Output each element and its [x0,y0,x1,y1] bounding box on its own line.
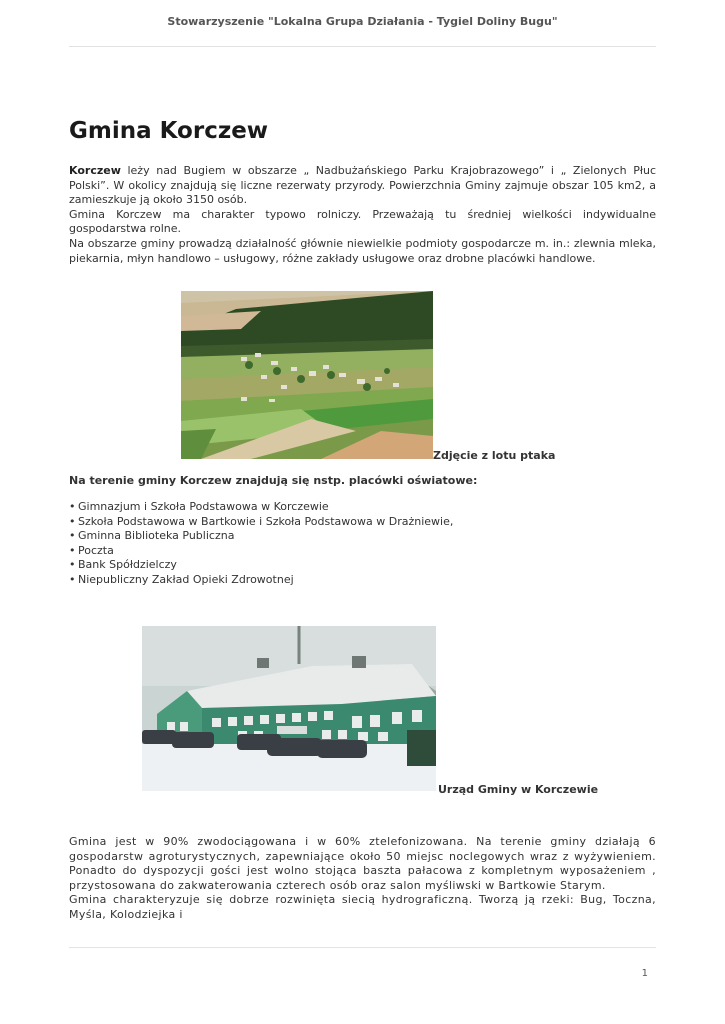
list-item: • Gimnazjum i Szkoła Podstawowa w Korczewie [69,500,453,515]
aerial-photo [181,291,433,459]
town-hall-photo [142,626,436,791]
town-hall-caption: Urząd Gminy w Korczewie [438,783,599,796]
list-item: • Gminna Biblioteka Publiczna [69,529,453,544]
intro-lead: Korczew [69,164,121,177]
page-title: Gmina Korczew [69,118,269,144]
list-item: • Niepubliczny Zakład Opieki Zdrowotnej [69,573,453,588]
closing-text-1: Gmina jest w 90% zwodociągowana i w 60% ztelefonizowana. Na terenie gminy działają 6 gospodarstw agroturystycznych, zapewniające około 50 miejsc noclegowych wraz z wyżywieniem. Ponadto do dyspozycji gości jest wolno stojąca baszta pałacowa z kompletnym wyposażeniem , przystosowana do zakwaterowania czterech osób oraz salon myśliwski w Bartkowie Starym. [69,835,656,892]
closing-text-2: Gmina charakteryzuje się dobrze rozwinięta siecią hydrograficzną. Tworzą ją rzeki: Bug, Toczna, Myśla, Kolodziejka i [69,893,656,921]
list-item: • Szkoła Podstawowa w Bartkowie i Szkoła Podstawowa w Drażniewie, [69,515,453,530]
header-divider [69,46,656,47]
intro-paragraph [69,164,656,266]
list-item: • Bank Spółdzielczy [69,558,453,573]
closing-paragraph [69,835,656,923]
document-header: Stowarzyszenie "Lokalna Grupa Działania - Tygiel Doliny Bugu" [167,15,558,28]
intro-text-2: Gmina Korczew ma charakter typowo rolniczy. Przeważają tu średniej wielkości indywidualne gospodarstwa rolne. [69,207,656,236]
intro-text-3: Na obszarze gminy prowadzą działalność głównie niewielkie podmioty gospodarcze m. in.: zlewnia mleka, piekarnia, młyn handlowo – usługowy, różne zakłady usługowe oraz drobne placówki handlowe. [69,236,656,265]
education-heading: Na terenie gminy Korczew znajdują się nstp. placówki oświatowe: [69,474,478,487]
footer-divider [69,947,656,948]
education-list [69,500,453,587]
list-item: • Poczta [69,544,453,559]
page-number: 1 [641,968,648,979]
aerial-photo-caption: Zdjęcie z lotu ptaka [433,449,556,462]
intro-text-1: leży nad Bugiem w obszarze „ Nadbużańskiego Parku Krajobrazowego” i „ Zielonych Płuc Polski”. W okolicy znajdują się liczne rezerwaty przyrody. Powierzchnia Gminy zajmuje obszar 105 km2, a zamieszkuje ją około 3150 osób. [69,164,656,207]
